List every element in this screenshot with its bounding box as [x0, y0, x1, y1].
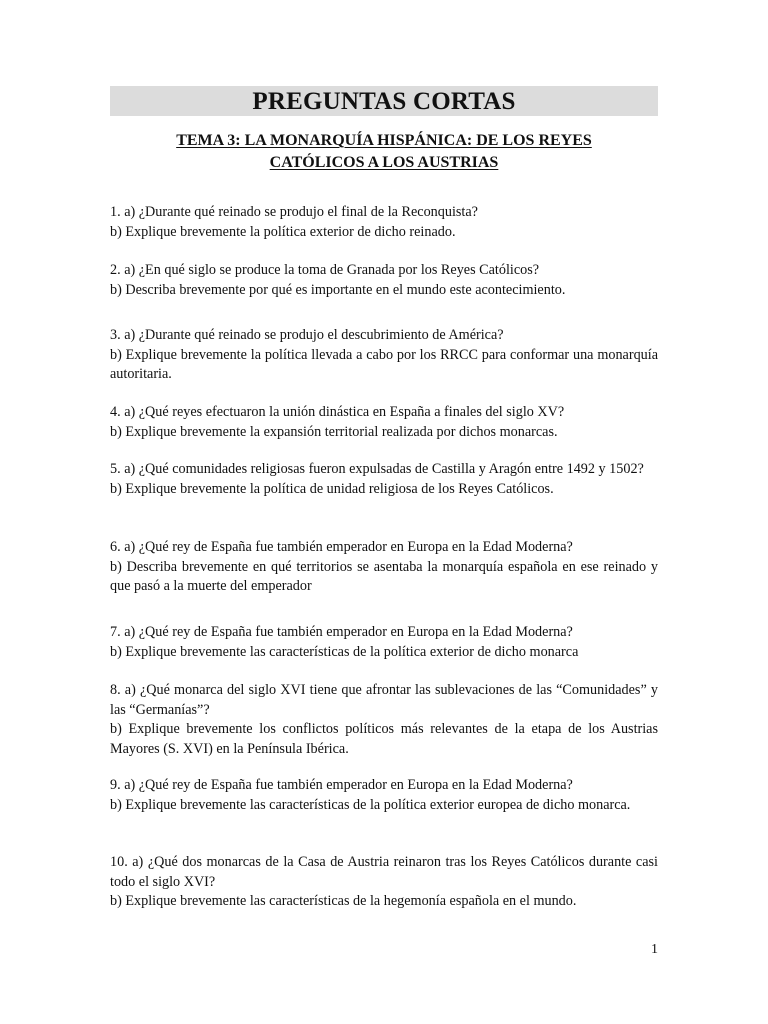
question-part-a: 3. a) ¿Durante qué reinado se produjo el descubrimiento de América?	[110, 327, 504, 343]
question-part-a: 2. a) ¿En qué siglo se produce la toma de Granada por los Reyes Católicos?	[110, 262, 540, 278]
page-number: 1	[651, 942, 658, 957]
question-9	[110, 776, 658, 815]
question-part-b: b) Explique brevemente la expansión territorial realizada por dichos monarcas.	[110, 423, 558, 440]
question-8	[110, 681, 658, 759]
topic-heading-line-2: CATÓLICOS A LOS AUSTRIAS	[269, 154, 499, 171]
question-6	[110, 538, 658, 597]
question-7	[110, 623, 658, 662]
question-part-b: b) Explique brevemente las características de la política exterior de dicho monarca	[110, 643, 579, 660]
question-part-a: 8. a) ¿Qué monarca del siglo XVI tiene que afrontar las sublevaciones de las “Comunidades” y las “Germanías”?	[110, 682, 658, 718]
question-part-b: b) Explique brevemente las características de la hegemonía española en el mundo.	[110, 893, 577, 909]
question-4	[110, 403, 658, 442]
question-part-a: 10. a) ¿Qué dos monarcas de la Casa de Austria reinaron tras los Reyes Católicos durante casi todo el siglo XVI?	[110, 854, 658, 890]
question-5	[110, 460, 658, 499]
question-part-a: 1. a) ¿Durante qué reinado se produjo el final de la Reconquista?	[110, 204, 478, 220]
question-part-b: b) Explique brevemente los conflictos políticos más relevantes de la etapa de los Austrias Mayores (S. XVI) en la Península Ibérica.	[110, 721, 658, 757]
question-part-b: b) Describa brevemente en qué territorios se asentaba la monarquía española en ese reinado y que pasó a la muerte del emperador	[110, 558, 658, 594]
question-part-a: 7. a) ¿Qué rey de España fue también emperador en Europa en la Edad Moderna?	[110, 624, 573, 640]
topic-heading-line-1: TEMA 3: LA MONARQUÍA HISPÁNICA: DE LOS REYES	[176, 132, 592, 149]
question-10	[110, 853, 658, 912]
question-part-b: b) Explique brevemente la política exterior de dicho reinado.	[110, 223, 456, 240]
question-part-a: 9. a) ¿Qué rey de España fue también emperador en Europa en la Edad Moderna?	[110, 777, 573, 793]
topic-heading	[110, 130, 658, 174]
question-part-a: 4. a) ¿Qué reyes efectuaron la unión dinástica en España a finales del siglo XV?	[110, 404, 565, 420]
question-part-b: b) Explique brevemente la política de unidad religiosa de los Reyes Católicos.	[110, 480, 554, 497]
question-3	[110, 326, 658, 385]
question-part-a: 5. a) ¿Qué comunidades religiosas fueron expulsadas de Castilla y Aragón entre 1492 y 1502?	[110, 461, 644, 477]
question-part-b: b) Explique brevemente las características de la política exterior europea de dicho monarca.	[110, 796, 631, 813]
question-part-b: b) Describa brevemente por qué es importante en el mundo este acontecimiento.	[110, 281, 566, 298]
question-part-b: b) Explique brevemente la política llevada a cabo por los RRCC para conformar una monarquía autoritaria.	[110, 346, 658, 382]
page-title: PREGUNTAS CORTAS	[110, 86, 658, 116]
question-1	[110, 203, 658, 242]
question-2	[110, 261, 658, 300]
question-part-a: 6. a) ¿Qué rey de España fue también emperador en Europa en la Edad Moderna?	[110, 539, 573, 555]
